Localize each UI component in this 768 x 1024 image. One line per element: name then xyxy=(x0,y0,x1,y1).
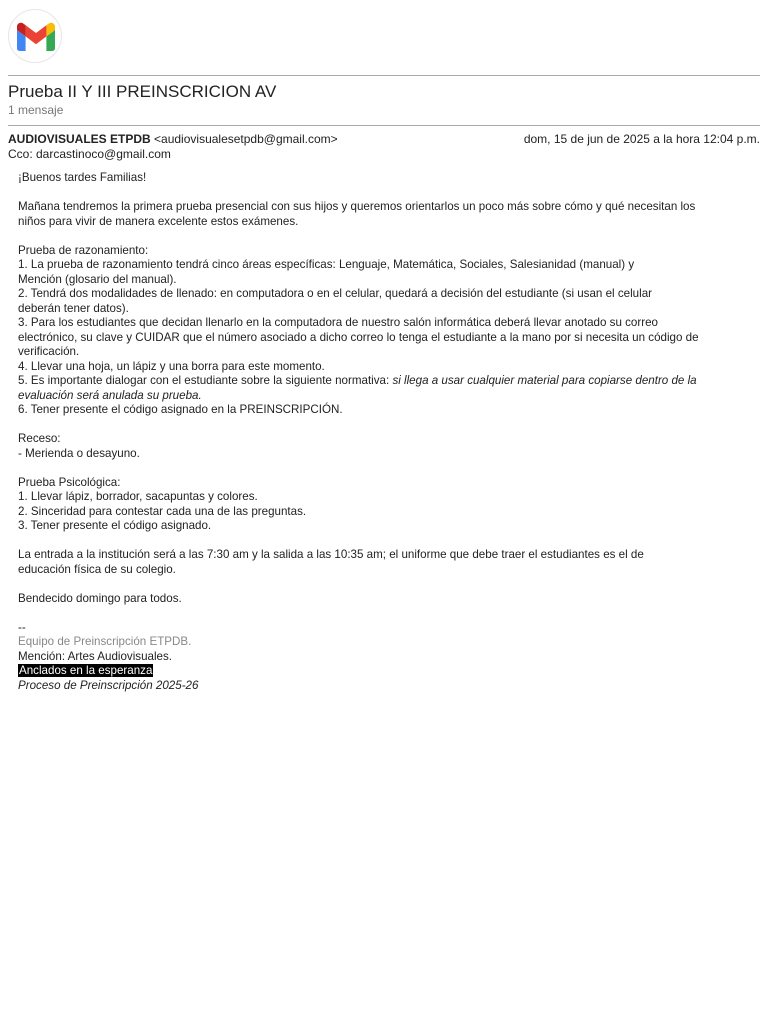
gmail-icon xyxy=(17,22,55,51)
signature-motto-text: Anclados en la esperanza xyxy=(19,664,153,677)
list-line: - Merienda o desayuno. xyxy=(18,446,140,460)
intro-line: niños para vivir de manera excelente estos exámenes. xyxy=(18,214,299,228)
list-line: electrónico, su clave y CUIDAR que el número asociado a dicho correo lo tenga el estudiante a la mano por si necesita un código de xyxy=(18,330,699,344)
list-line: verificación. xyxy=(18,345,80,358)
message-divider xyxy=(8,125,760,126)
list-line: 3. Para los estudiantes que decidan llenarlo en la computadora de nuestro salón informática deberá llevar anotado su correo xyxy=(18,316,658,329)
list-line: 3. Tener presente el código asignado. xyxy=(18,519,212,532)
greeting: ¡Buenos tardes Familias! xyxy=(18,171,147,184)
list-line: 1. Llevar lápiz, borrador, sacapuntas y colores. xyxy=(18,490,258,503)
intro-line: Mañana tendremos la primera prueba presencial con sus hijos y queremos orientarlos un poco más sobre cómo y qué necesitan los xyxy=(18,200,696,213)
signature-mention: Mención: Artes Audiovisuales. xyxy=(18,649,173,663)
signature-team: Equipo de Preinscripción ETPDB. xyxy=(18,635,192,648)
schedule-line: La entrada a la institución será a las 7:30 am y la salida a las 10:35 am; el uniforme que debe traer el estudiantes es el de xyxy=(18,548,644,561)
list-line: Mención (glosario del manual). xyxy=(18,272,177,286)
schedule-line: educación física de su colegio. xyxy=(18,562,176,576)
sender-name: AUDIOVISUALES ETPDB xyxy=(8,132,151,146)
header-divider xyxy=(8,75,760,76)
list-line: 1. La prueba de razonamiento tendrá cinco áreas específicas: Lenguaje, Matemática, Sociales, Salesianidad (manual) y xyxy=(18,258,635,271)
message-body xyxy=(18,171,754,693)
section-title-psicologica: Prueba Psicológica: xyxy=(18,475,121,489)
list-item-6: 6. Tener presente el código asignado en la PREINSCRIPCIÓN. xyxy=(18,403,343,416)
gmail-logo xyxy=(8,9,62,63)
item5-text: 5. Es importante dialogar con el estudiante sobre la siguiente normativa: xyxy=(18,374,393,387)
item5-rule-cont: evaluación será anulada su prueba. xyxy=(18,388,202,402)
list-line: deberán tener datos). xyxy=(18,301,129,315)
list-line: 2. Tendrá dos modalidades de llenado: en computadora o en el celular, quedará a decisión del estudiante (si usan el celular xyxy=(18,287,652,300)
item5-rule: si llega a usar cualquier material para copiarse dentro de la xyxy=(392,374,697,387)
closing: Bendecido domingo para todos. xyxy=(18,591,182,605)
section-title-razonamiento: Prueba de razonamiento: xyxy=(18,243,149,257)
list-item-5 xyxy=(18,374,754,389)
signature-separator: -- xyxy=(18,620,26,634)
email-subject: Prueba II Y III PREINSCRICION AV xyxy=(8,82,277,101)
signature-motto xyxy=(18,664,754,679)
list-line: 2. Sinceridad para contestar cada una de las preguntas. xyxy=(18,504,307,518)
section-title-receso: Receso: xyxy=(18,432,61,445)
signature-process: Proceso de Preinscripción 2025-26 xyxy=(18,678,199,692)
message-count: 1 mensaje xyxy=(8,103,64,117)
sender-email: <audiovisualesetpdb@gmail.com> xyxy=(154,132,338,146)
bcc-line: Cco: darcastinoco@gmail.com xyxy=(8,147,171,161)
list-line: 4. Llevar una hoja, un lápiz y una borra para este momento. xyxy=(18,359,325,373)
sender-line xyxy=(8,131,338,147)
message-date: dom, 15 de jun de 2025 a la hora 12:04 p.m. xyxy=(523,132,760,146)
